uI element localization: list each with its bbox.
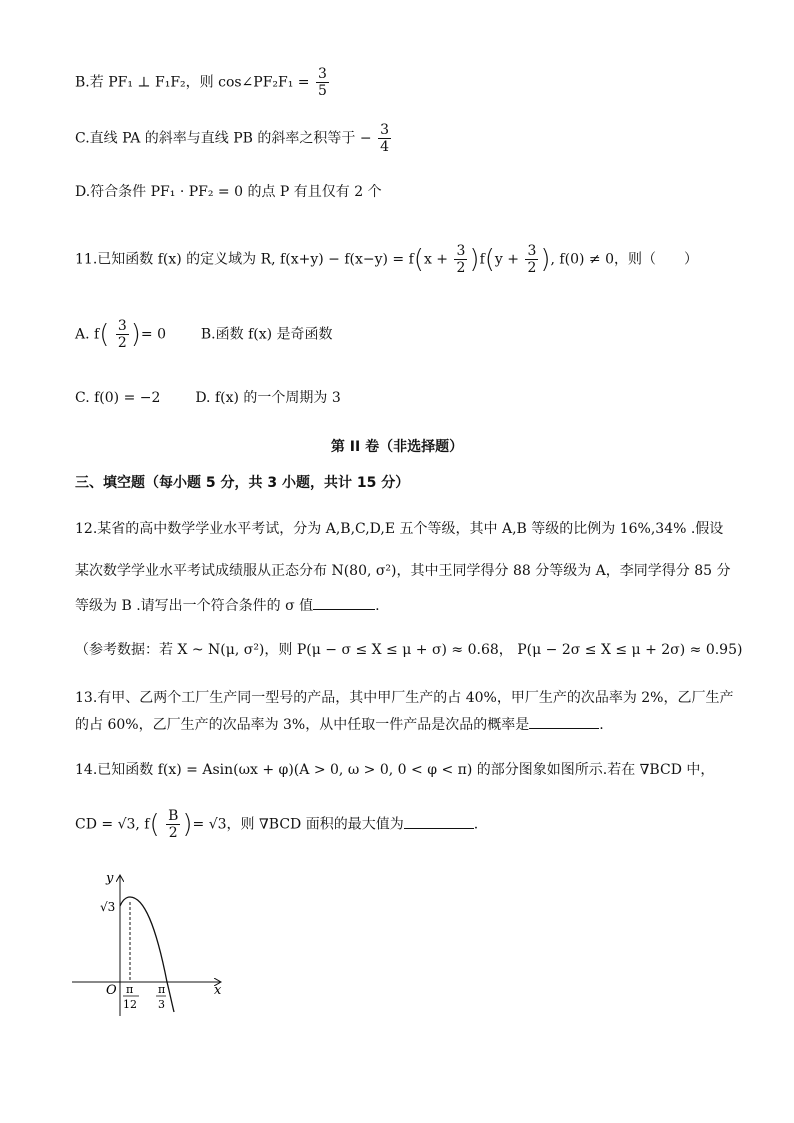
q13-line1: 13.有甲、乙两个工厂生产同一型号的产品，其中甲厂生产的占 40%，甲厂生产的次品率为 2%，乙厂生产: [75, 690, 734, 706]
option-c-text: C.直线 PA 的斜率与直线 PB 的斜率之积等于 −: [75, 130, 372, 147]
option-d: [75, 182, 382, 202]
y-tick-label: √3: [100, 900, 116, 914]
q14-line2: CD = √3, f( $\frac{B}{2}$ )= √3，则 ∇BCD 面积的最大值为 .: [75, 808, 479, 841]
option-c-fraction: $\frac{3}{4}$: [380, 122, 389, 155]
q13-line2: 的占 60%，乙厂生产的次品率为 3%，从中任取一件产品是次品的概率是 .: [75, 714, 604, 735]
q11-options-cd: [75, 388, 341, 408]
q14-answer-blank[interactable]: [404, 814, 474, 829]
q11-fraction-1: $\frac{3}{2}$: [456, 243, 466, 276]
option-b-fraction: $\frac{3}{5}$: [318, 66, 327, 99]
q11-options-ab: A. f( $\frac{3}{2}$ )= 0 B.函数 f(x) 是奇函数: [75, 318, 333, 351]
y-axis-label: y: [106, 871, 114, 886]
function-graph: [60, 866, 240, 1026]
origin-label: O: [106, 983, 117, 998]
q12-answer-blank[interactable]: [313, 595, 375, 610]
x-tick-2-den: 3: [158, 998, 165, 1011]
q12-line2: 某次数学学业水平考试成绩服从正态分布 N(80, σ²)，其中王同学得分 88 分等级为 A，李同学得分 85 分: [75, 563, 731, 579]
q11-option-c: C. f(0) = −2: [75, 390, 161, 406]
section3-heading: 三、填空题（每小题 5 分，共 3 小题，共计 15 分）: [75, 475, 410, 491]
option-b-text: B.若 PF₁ ⊥ F₁F₂，则 cos∠PF₂F₁ =: [75, 74, 310, 91]
x-tick-1-num: π: [126, 983, 134, 996]
q12-reference: （参考数据：若 X ~ N(μ, σ²)，则 P(μ − σ ≤ X ≤ μ + σ) ≈ 0.68， P(μ − 2σ ≤ X ≤ μ + 2σ) ≈ 0.95): [75, 642, 743, 658]
x-tick-2-num: π: [158, 983, 166, 996]
q11-fraction-2: $\frac{3}{2}$: [527, 243, 537, 276]
option-b: [75, 66, 331, 99]
q14-line1: 14.已知函数 f(x) = Asin(ωx + φ)(A > 0, ω > 0, 0 < φ < π) 的部分图象如图所示.若在 ∇BCD 中，: [75, 762, 715, 778]
option-d-text: D.符合条件 PF₁ · PF₂ = 0 的点 P 有且仅有 2 个: [75, 184, 382, 200]
x-tick-1-den: 12: [123, 998, 137, 1011]
q11-stem: 11.已知函数 f(x) 的定义域为 R, f(x+y) − f(x−y) = f(x + $\frac{3}{2}$ )f(y + $\frac{3}{2}$ ), f(0) ≠ 0，则（ ）: [75, 243, 698, 276]
q12-line3: 等级为 B .请写出一个符合条件的 σ 值 .: [75, 595, 380, 616]
part2-title: 第 II 卷（非选择题）: [330, 439, 464, 455]
option-c: [75, 122, 393, 155]
q14-fraction: $\frac{B}{2}$: [168, 808, 179, 841]
q11-option-b: B.函数 f(x) 是奇函数: [200, 326, 333, 343]
q11-option-d: D. f(x) 的一个周期为 3: [195, 390, 341, 406]
q11-option-a-fraction: $\frac{3}{2}$: [117, 318, 127, 351]
x-axis-label: x: [214, 983, 222, 998]
q13-answer-blank[interactable]: [529, 714, 599, 729]
q11-option-a: A. f: [75, 326, 100, 343]
q12-line1: 12.某省的高中数学学业水平考试，分为 A,B,C,D,E 五个等级，其中 A,B 等级的比例为 16%,34% .假设: [75, 521, 724, 537]
